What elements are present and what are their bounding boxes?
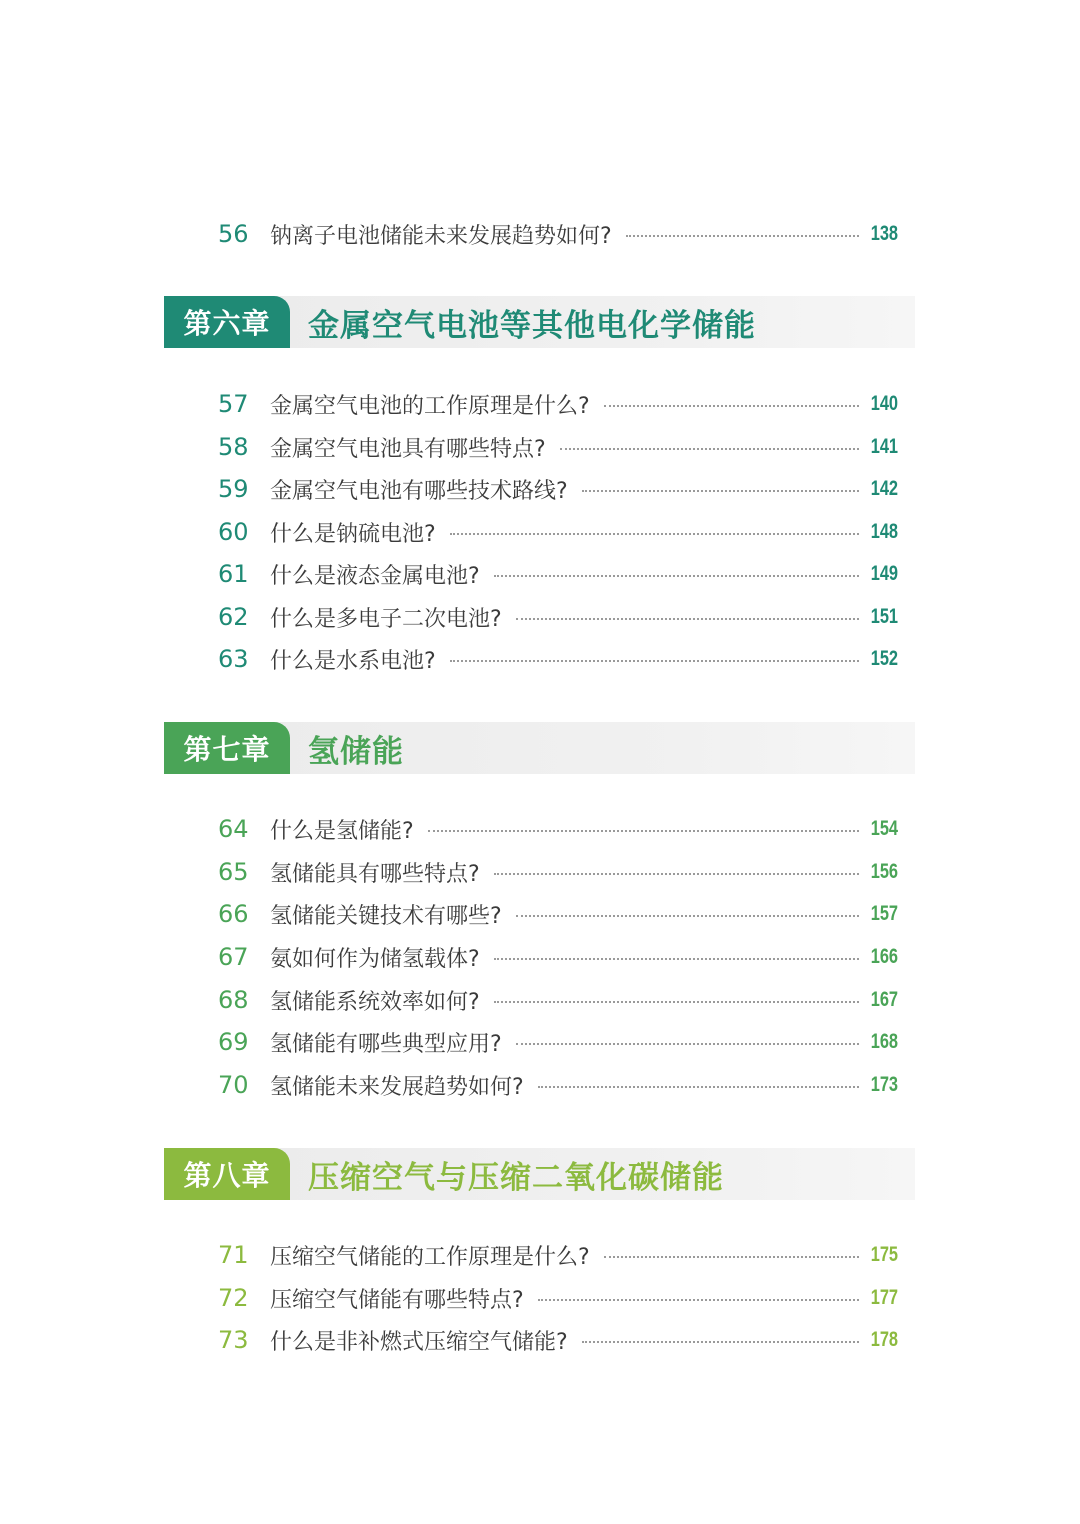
dot-leader — [626, 235, 859, 237]
entry-page-number: 138 — [870, 222, 898, 245]
entry-page-number: 152 — [870, 647, 898, 670]
entry-title: 金属空气电池有哪些技术路线? — [270, 478, 568, 504]
entry-page-number: 142 — [870, 477, 898, 500]
entry-page-number: 178 — [870, 1328, 898, 1351]
dot-leader — [494, 958, 859, 960]
dot-leader — [494, 1001, 859, 1003]
dot-leader — [560, 448, 859, 450]
entry-title: 什么是水系电池? — [270, 648, 436, 674]
dot-leader — [450, 533, 859, 535]
chapter-header-8 — [164, 1148, 915, 1200]
entry-page-number: 167 — [870, 988, 898, 1011]
entry-title: 氢储能系统效率如何? — [270, 989, 480, 1015]
toc-entry[interactable] — [218, 1322, 898, 1358]
chapter-tag: 第六章 — [164, 296, 290, 348]
entry-title: 压缩空气储能的工作原理是什么? — [270, 1244, 590, 1270]
entry-page-number: 156 — [870, 860, 898, 883]
entry-number: 65 — [218, 858, 249, 886]
toc-entry[interactable] — [218, 854, 898, 890]
dot-leader — [494, 575, 859, 577]
entry-number: 62 — [218, 603, 249, 631]
toc-entry[interactable] — [218, 556, 898, 592]
entry-page-number: 140 — [870, 392, 898, 415]
entry-page-number: 175 — [870, 1243, 898, 1266]
entry-number: 66 — [218, 900, 249, 928]
entry-number: 70 — [218, 1071, 249, 1099]
toc-entry[interactable] — [218, 216, 898, 252]
dot-leader — [582, 490, 859, 492]
toc-entry[interactable] — [218, 641, 898, 677]
entry-number: 67 — [218, 943, 249, 971]
entry-title: 金属空气电池具有哪些特点? — [270, 436, 546, 462]
toc-entry[interactable] — [218, 896, 898, 932]
entry-page-number: 173 — [870, 1073, 898, 1096]
entry-number: 60 — [218, 518, 249, 546]
chapter-header-6 — [164, 296, 915, 348]
entry-title: 什么是氢储能? — [270, 818, 414, 844]
entry-page-number: 149 — [870, 562, 898, 585]
entry-number: 71 — [218, 1241, 249, 1269]
entry-number: 69 — [218, 1028, 249, 1056]
entry-page-number: 166 — [870, 945, 898, 968]
toc-entry[interactable] — [218, 1067, 898, 1103]
entry-number: 64 — [218, 815, 249, 843]
entry-number: 63 — [218, 645, 249, 673]
entry-title: 氢储能具有哪些特点? — [270, 861, 480, 887]
chapter-header-7 — [164, 722, 915, 774]
toc-entry[interactable] — [218, 1237, 898, 1273]
entry-title: 什么是钠硫电池? — [270, 521, 436, 547]
dot-leader — [450, 660, 859, 662]
entry-title: 什么是液态金属电池? — [270, 563, 480, 589]
entry-number: 73 — [218, 1326, 249, 1354]
entry-page-number: 168 — [870, 1030, 898, 1053]
entry-title: 金属空气电池的工作原理是什么? — [270, 393, 590, 419]
entry-page-number: 157 — [870, 902, 898, 925]
toc-entry[interactable] — [218, 1024, 898, 1060]
entry-title: 氢储能未来发展趋势如何? — [270, 1074, 524, 1100]
dot-leader — [516, 915, 859, 917]
entry-number: 56 — [218, 220, 249, 248]
toc-entry[interactable] — [218, 514, 898, 550]
toc-entry[interactable] — [218, 939, 898, 975]
entry-number: 68 — [218, 986, 249, 1014]
toc-entry[interactable] — [218, 386, 898, 422]
toc-entry[interactable] — [218, 1280, 898, 1316]
dot-leader — [494, 873, 859, 875]
chapter-title: 压缩空气与压缩二氧化碳储能 — [308, 1159, 724, 1196]
entry-title: 压缩空气储能有哪些特点? — [270, 1287, 524, 1313]
chapter-tag: 第七章 — [164, 722, 290, 774]
toc-entry[interactable] — [218, 982, 898, 1018]
toc-entry[interactable] — [218, 471, 898, 507]
chapter-title: 氢储能 — [308, 733, 404, 770]
entry-title: 氨如何作为储氢载体? — [270, 946, 480, 972]
dot-leader — [604, 405, 859, 407]
entry-page-number: 154 — [870, 817, 898, 840]
entry-page-number: 141 — [870, 435, 898, 458]
dot-leader — [582, 1341, 859, 1343]
dot-leader — [538, 1086, 859, 1088]
dot-leader — [428, 830, 859, 832]
entry-number: 61 — [218, 560, 249, 588]
entry-number: 59 — [218, 475, 249, 503]
toc-entry[interactable] — [218, 599, 898, 635]
entry-number: 57 — [218, 390, 249, 418]
entry-page-number: 151 — [870, 605, 898, 628]
entry-page-number: 177 — [870, 1286, 898, 1309]
dot-leader — [538, 1299, 859, 1301]
entry-number: 72 — [218, 1284, 249, 1312]
entry-title: 什么是多电子二次电池? — [270, 606, 502, 632]
chapter-title: 金属空气电池等其他电化学储能 — [308, 307, 756, 344]
dot-leader — [516, 618, 859, 620]
dot-leader — [604, 1256, 859, 1258]
entry-title: 氢储能关键技术有哪些? — [270, 903, 502, 929]
entry-page-number: 148 — [870, 520, 898, 543]
entry-number: 58 — [218, 433, 249, 461]
entry-title: 氢储能有哪些典型应用? — [270, 1031, 502, 1057]
entry-title: 什么是非补燃式压缩空气储能? — [270, 1329, 568, 1355]
entry-title: 钠离子电池储能未来发展趋势如何? — [270, 223, 612, 249]
chapter-tag: 第八章 — [164, 1148, 290, 1200]
toc-entry[interactable] — [218, 811, 898, 847]
dot-leader — [516, 1043, 859, 1045]
toc-entry[interactable] — [218, 429, 898, 465]
